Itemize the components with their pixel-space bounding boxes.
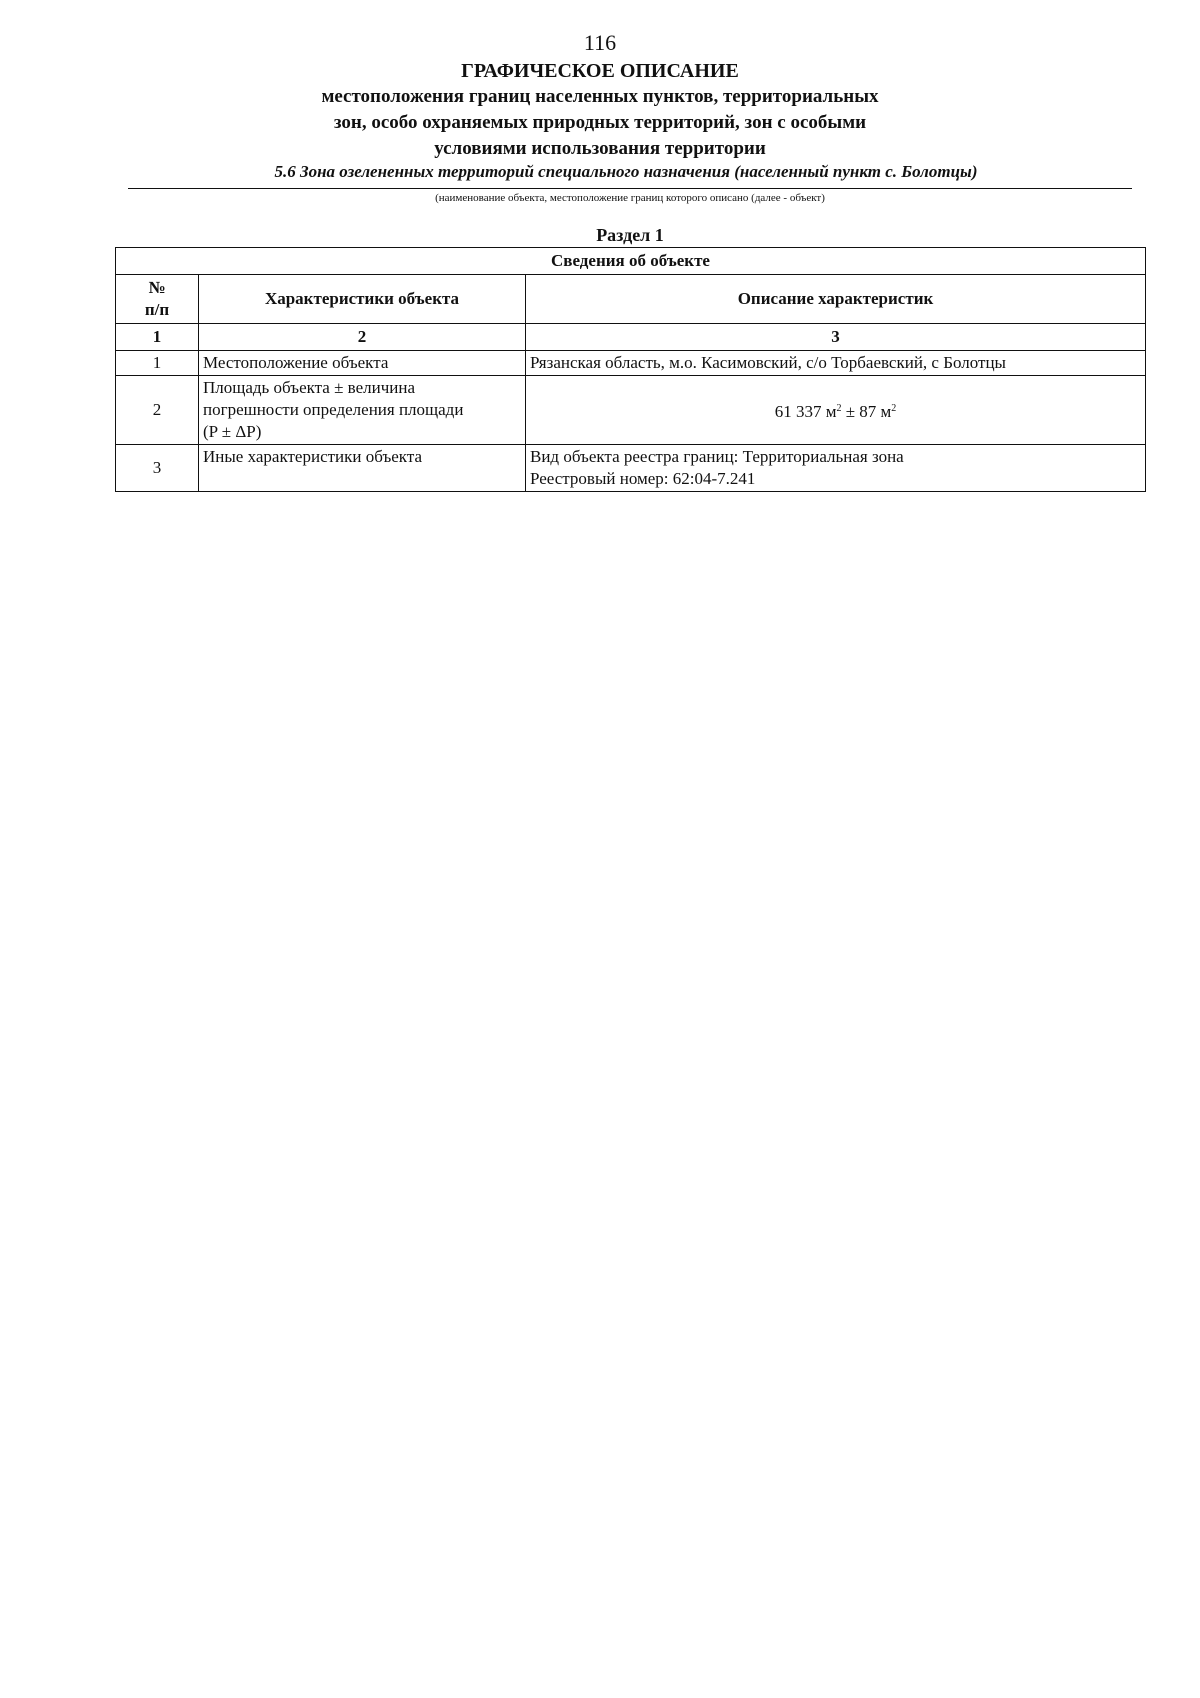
page-number: 116 [583, 30, 617, 55]
row-description: Рязанская область, м.о. Касимовский, с/о Торбаевский, с Болотцы [526, 351, 1146, 376]
characteristic-line: (P ± ΔP) [203, 422, 262, 441]
subtitle-line: зон, особо охраняемых природных территорий, зон с особыми [333, 112, 867, 133]
row-number: 1 [116, 351, 199, 376]
row-characteristic: Местоположение объекта [199, 351, 526, 376]
table-row [116, 376, 1146, 445]
error-unit-exponent: 2 [891, 402, 897, 414]
section-title: Раздел 1 [596, 225, 664, 245]
description-line: Вид объекта реестра границ: Территориальная зона [530, 447, 904, 466]
row-characteristic [199, 376, 526, 445]
description-line: Реестровый номер: 62:04-7.241 [530, 469, 756, 488]
document-subtitle [150, 84, 1050, 162]
column-number: 3 [526, 324, 1146, 351]
row-description [526, 376, 1146, 445]
object-name: 5.6 Зона озелененных территорий специального назначения (населенный пункт с. Болотцы) [274, 162, 978, 181]
header-characteristic: Характеристики объекта [199, 275, 526, 324]
area-unit-exponent: 2 [836, 402, 842, 414]
table-row [116, 445, 1146, 492]
header-num-line: п/п [144, 300, 170, 319]
object-caption: (наименование объекта, местоположение границ которого описано (далее - объект) [435, 192, 825, 204]
row-description [526, 445, 1146, 492]
subtitle-line: условиями использования территории [434, 138, 766, 159]
row-number: 2 [116, 376, 199, 445]
table-caption-row [116, 248, 1146, 275]
area-error: ± 87 м [841, 401, 892, 421]
header-num-line: № [148, 278, 166, 297]
object-name-underline [128, 188, 1132, 189]
document-title: ГРАФИЧЕСКОЕ ОПИСАНИЕ [461, 60, 739, 82]
row-characteristic: Иные характеристики объекта [199, 445, 526, 492]
column-number-row [116, 324, 1146, 351]
header-num [116, 275, 199, 324]
area-value: 61 337 м [774, 401, 837, 421]
table-caption: Сведения об объекте [116, 248, 1146, 275]
header-description: Описание характеристик [526, 275, 1146, 324]
column-number: 2 [199, 324, 526, 351]
characteristic-line: погрешности определения площади [203, 400, 464, 419]
subtitle-line: местоположения границ населенных пунктов, территориальных [321, 86, 879, 107]
characteristic-line: Площадь объекта ± величина [203, 378, 416, 397]
object-info-table [115, 247, 1146, 492]
table-row [116, 351, 1146, 376]
table-header-row [116, 275, 1146, 324]
row-number: 3 [116, 445, 199, 492]
column-number: 1 [116, 324, 199, 351]
